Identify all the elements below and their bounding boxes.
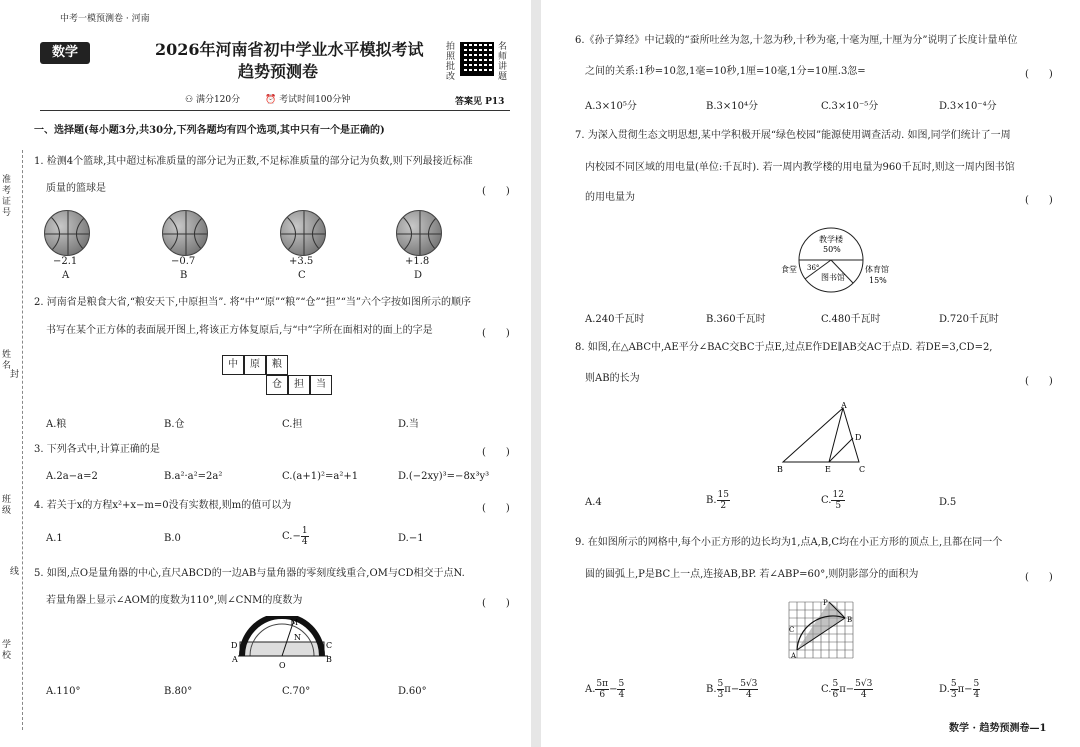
q4-option-a[interactable]: A.1 (46, 533, 63, 544)
q1-letter-d: D (414, 270, 423, 281)
net-cell: 粮 (266, 355, 288, 375)
q1-answer-paren: ( ) (482, 186, 510, 197)
pie-label-teaching-pct: 50% (823, 245, 841, 254)
q9-option-a[interactable]: A. $\frac{5\pi}{6}$ − $\frac{5}{4}$ (585, 679, 625, 700)
net-cell: 仓 (266, 375, 288, 395)
q9-c-frac2: $\frac{5√3}{4}$ (855, 679, 873, 700)
subject-badge: 数学 (40, 42, 90, 64)
q5-label-c: C (326, 641, 333, 650)
q9-label-p: P (823, 599, 828, 607)
net-cell: 中 (222, 355, 244, 375)
q8-fraction-b: $\frac{15}{2}$ (717, 490, 729, 511)
net-cell: 当 (310, 375, 332, 395)
q3-answer-paren: ( ) (482, 447, 510, 458)
q8-text-2: 则AB的长为 (585, 373, 640, 384)
q2-option-a[interactable]: A.粮 (46, 419, 67, 430)
q7-text-2: 内校园不同区域的用电量(单位:千瓦时). 若一周内教学楼的用电量为960千瓦时,则这一周内图书馆 (585, 162, 1015, 173)
q6-option-c[interactable]: C.3×10⁻⁵分 (821, 101, 879, 112)
side-label-school: 学校 (2, 640, 12, 661)
q8-label-a: A (841, 401, 847, 410)
q7-option-a[interactable]: A.240千瓦时 (585, 314, 645, 325)
exam-title: 2026年河南省初中学业水平模拟考试 (155, 40, 424, 59)
q5-label-m: M (290, 618, 299, 627)
q1-text-2: 质量的篮球是 (46, 183, 106, 194)
q6-text-2: 之间的关系:1秒=10忽,1毫=10秒,1厘=10毫,1分=10厘.3忽= (585, 66, 866, 77)
net-cell: 担 (288, 375, 310, 395)
q2-text-2: 书写在某个正方体的表面展开图上,将该正方体复原后,与“中”字所在面相对的面上的字是 (46, 325, 433, 336)
q9-text-1: 9. 在如图所示的网格中,每个小正方形的边长均为1,点A,B,C均在小正方形的顶点上,且都在同一个 (575, 537, 1003, 548)
side-label-seal: 封 (10, 370, 20, 380)
q4-answer-paren: ( ) (482, 503, 510, 514)
q7-option-b[interactable]: B.360千瓦时 (706, 314, 766, 325)
q5-option-d[interactable]: D.60° (398, 686, 427, 697)
q8-option-a[interactable]: A.4 (585, 497, 602, 508)
side-label-class: 班级 (2, 495, 12, 516)
q9-answer-paren: ( ) (1025, 572, 1053, 583)
basketball-icon (162, 210, 208, 256)
q2-option-d[interactable]: D.当 (398, 419, 419, 430)
side-label-exam-no: 准考证号 (2, 175, 12, 218)
q9-c-frac1: $\frac{5}{6}$ (832, 679, 839, 700)
q5-text-1: 5. 如图,点O是量角器的中心,直尺ABCD的一边AB与量角器的零刻度线重合,OM与CD相交于点N. (34, 568, 465, 579)
q1-letter-a: A (62, 270, 70, 281)
q7-option-c[interactable]: C.480千瓦时 (821, 314, 881, 325)
side-label-line: 线 (10, 567, 20, 577)
triangle-figure (773, 400, 873, 476)
section-heading: 一、选择题(每小题3分,共30分,下列各题均有四个选项,其中只有一个是正确的) (34, 125, 385, 136)
answer-ref: 答案见 P13 (455, 97, 505, 107)
q5-label-o: O (279, 661, 286, 670)
q1-letter-c: C (298, 270, 306, 281)
header-rule (40, 110, 510, 111)
q8-label-c: C (859, 465, 866, 474)
q8-label-b: B (777, 465, 783, 474)
q6-option-a[interactable]: A.3×10⁵分 (585, 101, 637, 112)
pie-label-teaching: 教学楼 (819, 235, 843, 244)
grid-figure (785, 598, 861, 660)
basketball-icon (396, 210, 442, 256)
page-footer: 数学 · 趋势预测卷—1 (949, 723, 1047, 734)
q3-option-a[interactable]: A.2a−a=2 (46, 471, 98, 482)
qr-label-left: 拍照批改 (446, 42, 456, 82)
person-icon: ⚇ (185, 95, 196, 105)
q1-value-b: −0.7 (171, 256, 196, 267)
q8-option-c[interactable]: C. $\frac{12}{5}$ (821, 490, 844, 511)
q8-fraction-c: $\frac{12}{5}$ (832, 490, 844, 511)
pie-label-gym: 体育馆 (865, 265, 889, 274)
q9-a-frac2: $\frac{5}{4}$ (618, 679, 625, 700)
q9-label-c: C (789, 626, 795, 634)
q9-option-c[interactable]: C. $\frac{5}{6}$ π− $\frac{5√3}{4}$ (821, 679, 873, 700)
q3-option-d[interactable]: D.(−2xy)³=−8x³y³ (398, 471, 490, 482)
q5-option-b[interactable]: B.80° (164, 686, 193, 697)
q5-text-2: 若量角器上显示∠AOM的度数为110°,则∠CNM的度数为 (46, 595, 303, 606)
time-info: ⏰ 考试时间100分钟 (265, 95, 351, 105)
exam-subtitle: 趋势预测卷 (238, 62, 319, 81)
left-page (0, 0, 531, 747)
q5-option-a[interactable]: A.110° (46, 686, 81, 697)
q3-text: 3. 下列各式中,计算正确的是 (34, 444, 160, 455)
q9-label-a: A (791, 652, 797, 660)
pie-label-canteen: 食堂 (781, 265, 797, 274)
q8-option-b[interactable]: B. $\frac{15}{2}$ (706, 490, 729, 511)
protractor-figure (228, 616, 338, 672)
q9-a-frac1: $\frac{5\pi}{6}$ (596, 679, 609, 700)
q5-label-d: D (231, 641, 238, 650)
q7-text-3: 的用电量为 (585, 192, 635, 203)
q2-text-1: 2. 河南省是粮食大省,“粮安天下,中原担当”. 将“中”“原”“粮”“仓”“担”“当”六个字按如图所示的顺序 (34, 297, 472, 308)
q5-label-b: B (326, 655, 332, 664)
q2-option-c[interactable]: C.担 (282, 419, 303, 430)
q8-option-d[interactable]: D.5 (939, 497, 957, 508)
basketball-icon (280, 210, 326, 256)
pie-chart (761, 226, 891, 294)
q3-option-c[interactable]: C.(a+1)²=a²+1 (282, 471, 359, 482)
basketball-icon (44, 210, 90, 256)
q7-option-d[interactable]: D.720千瓦时 (939, 314, 999, 325)
q9-d-frac1: $\frac{5}{3}$ (950, 679, 957, 700)
q5-option-c[interactable]: C.70° (282, 686, 311, 697)
q9-text-2: 圆的圆弧上,P是BC上一点,连接AB,BP. 若∠ABP=60°,则阴影部分的面积为 (585, 569, 919, 580)
q2-option-b[interactable]: B.仓 (164, 419, 185, 430)
binding-line (22, 150, 23, 730)
q7-text-1: 7. 为深入贯彻生态文明思想,某中学积极开展“绿色校园”能源使用调查活动. 如图,同学们统计了一周 (575, 130, 1011, 141)
pie-label-angle: 36° (807, 264, 820, 272)
q9-option-d[interactable]: D. $\frac{5}{3}$ π− $\frac{5}{4}$ (939, 679, 980, 700)
q1-text-1: 1. 检测4个篮球,其中超过标准质量的部分记为正数,不足标准质量的部分记为负数,则下列最接近标准 (34, 156, 473, 167)
q1-value-d: +1.8 (405, 256, 430, 267)
q9-d-frac2: $\frac{5}{4}$ (973, 679, 980, 700)
q1-value-a: −2.1 (53, 256, 78, 267)
top-tag: 中考一模预测卷 · 河南 (60, 14, 150, 24)
q5-label-a: A (232, 655, 238, 664)
q4-option-d[interactable]: D.−1 (398, 533, 424, 544)
qr-code (460, 42, 494, 76)
q9-label-b: B (847, 616, 853, 624)
q6-answer-paren: ( ) (1025, 69, 1053, 80)
q8-answer-paren: ( ) (1025, 376, 1053, 387)
q1-letter-b: B (180, 270, 188, 281)
q2-answer-paren: ( ) (482, 328, 510, 339)
qr-label-right: 名师讲题 (498, 42, 508, 82)
q8-label-d: D (855, 433, 862, 442)
q4-text: 4. 若关于x的方程x²+x−m=0没有实数根,则m的值可以为 (34, 500, 292, 511)
q7-answer-paren: ( ) (1025, 195, 1053, 206)
q4-option-c[interactable]: C.− $\frac{1}{4}$ (282, 526, 308, 547)
q9-b-frac1: $\frac{5}{3}$ (717, 679, 724, 700)
q6-text-1: 6.《孙子算经》中记载的“蚕所吐丝为忽,十忽为秒,十秒为毫,十毫为厘,十厘为分”说明了长度计量单位 (575, 35, 1018, 46)
q8-text-1: 8. 如图,在△ABC中,AE平分∠BAC交BC于点E,过点E作DE∥AB交AC于点D. 若DE=3,CD=2, (575, 342, 993, 353)
side-label-name: 姓名 (2, 350, 12, 371)
q8-label-e: E (825, 465, 831, 474)
q3-option-b[interactable]: B.a²·a²=2a² (164, 471, 223, 482)
q4-option-b[interactable]: B.0 (164, 533, 181, 544)
q5-answer-paren: ( ) (482, 598, 510, 609)
score-info: ⚇ 满分120分 (185, 95, 241, 105)
q9-option-b[interactable]: B. $\frac{5}{3}$ π− $\frac{5√3}{4}$ (706, 679, 758, 700)
q9-b-frac2: $\frac{5√3}{4}$ (740, 679, 758, 700)
q6-option-d[interactable]: D.3×10⁻⁴分 (939, 101, 997, 112)
right-page (541, 0, 1080, 747)
net-cell: 原 (244, 355, 266, 375)
pie-label-gym-pct: 15% (869, 276, 887, 285)
q6-option-b[interactable]: B.3×10⁴分 (706, 101, 759, 112)
q4-fraction: $\frac{1}{4}$ (301, 526, 308, 547)
q5-label-n: N (294, 633, 301, 642)
q1-value-c: +3.5 (289, 256, 314, 267)
pie-label-library: 图书馆 (821, 273, 845, 282)
clock-icon: ⏰ (265, 95, 280, 105)
